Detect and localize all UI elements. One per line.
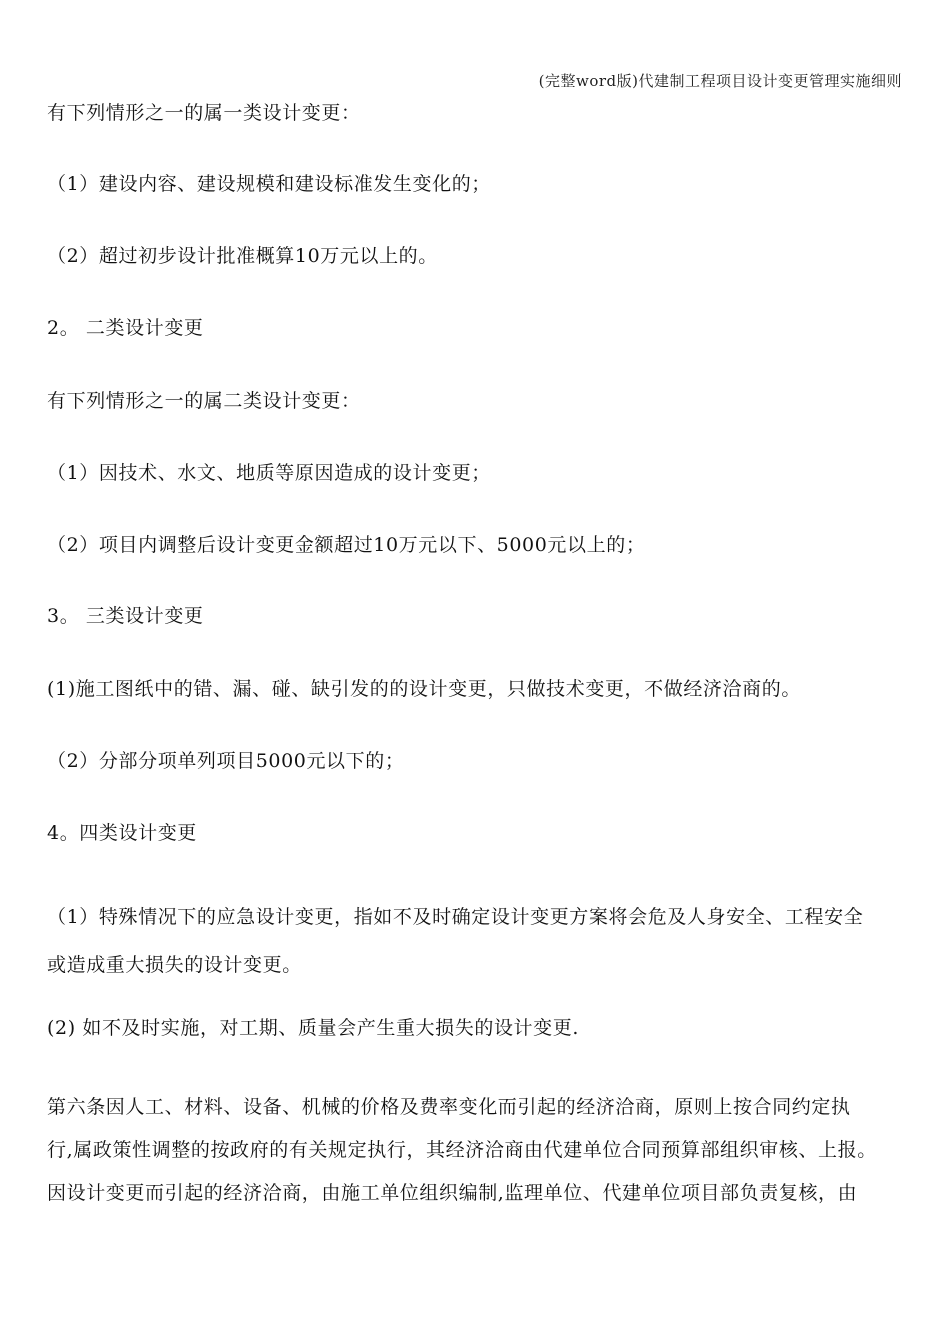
- paragraph-line: 行,属政策性调整的按政府的有关规定执行，其经济洽商由代建单位合同预算部组织审核、上报。: [47, 1139, 877, 1161]
- paragraph-class2-item2: （2）项目内调整后设计变更金额超过10万元以下、5000元以上的；: [47, 534, 646, 556]
- heading-class3: 3。 三类设计变更: [47, 605, 204, 627]
- paragraph-class3-item2: （2）分部分项单列项目5000元以下的；: [47, 750, 405, 772]
- paragraph-article6: [47, 1086, 909, 1215]
- heading-class2: 2。 二类设计变更: [47, 317, 204, 339]
- page-header: (完整word版)代建制工程项目设计变更管理实施细则: [538, 72, 902, 90]
- paragraph-class4-item1: [47, 893, 909, 989]
- paragraph-line: 因设计变更而引起的经济洽商，由施工单位组织编制,监理单位、代建单位项目部负责复核，由: [47, 1182, 858, 1204]
- heading-class4: 4。四类设计变更: [47, 822, 197, 844]
- paragraph-class2-item1: （1）因技术、水文、地质等原因造成的设计变更；: [47, 462, 491, 484]
- paragraph-class2-intro: 有下列情形之一的属二类设计变更：: [47, 390, 361, 412]
- paragraph-class3-item1: (1)施工图纸中的错、漏、碰、缺引发的的设计变更，只做技术变更，不做经济洽商的。: [47, 678, 801, 700]
- paragraph-class1-item2: （2）超过初步设计批准概算10万元以上的。: [47, 245, 438, 267]
- paragraph-class1-item1: （1）建设内容、建设规模和建设标准发生变化的；: [47, 173, 491, 195]
- paragraph-class1-intro: 有下列情形之一的属一类设计变更：: [47, 102, 361, 124]
- paragraph-class4-item2: (2) 如不及时实施，对工期、质量会产生重大损失的设计变更.: [47, 1017, 579, 1039]
- paragraph-line: （1）特殊情况下的应急设计变更，指如不及时确定设计变更方案将会危及人身安全、工程安全: [47, 906, 864, 928]
- paragraph-line: 或造成重大损失的设计变更。: [47, 954, 302, 976]
- paragraph-line: 第六条因人工、材料、设备、机械的价格及费率变化而引起的经济洽商，原则上按合同约定执: [47, 1096, 851, 1118]
